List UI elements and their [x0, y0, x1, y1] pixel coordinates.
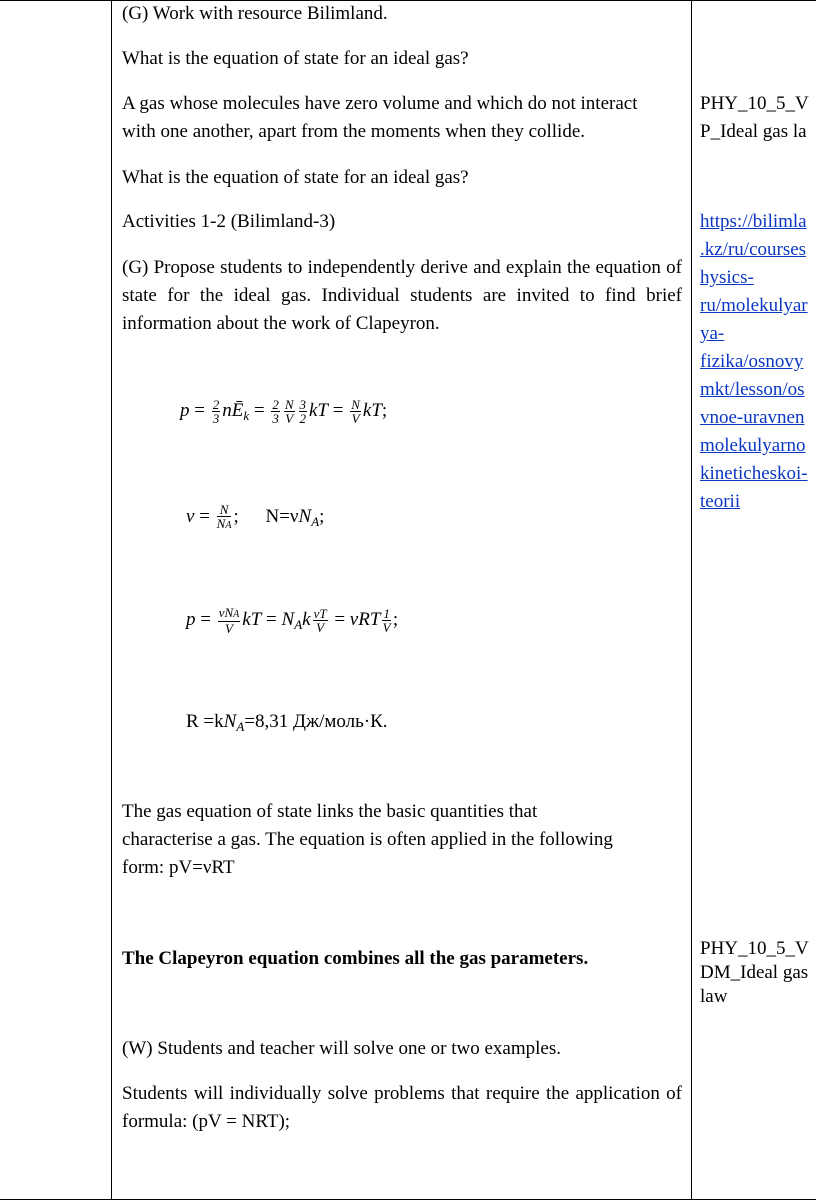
bilimland-link-part[interactable]: molekulyarno — [700, 435, 806, 456]
bilimland-link-part[interactable]: ya- — [700, 323, 725, 344]
bilimland-link-block — [700, 208, 816, 516]
para-equation-state-line1: The gas equation of state links the basic quantities that — [122, 801, 538, 822]
bilimland-link-part[interactable]: .kz/ru/courses — [700, 239, 807, 260]
para-activities: Activities 1-2 (Bilimland-3) — [122, 211, 336, 232]
column-divider-left — [111, 0, 112, 1200]
equation-pressure: p = $\frac{2}{3}$ $nĒ_k$ = $\frac{2}{3}$ $\frac{N}{V}$ $\frac{3}{2}$ kT = $\frac{N}{V}$ kT; — [180, 397, 388, 426]
para-propose: (G) Propose students to independently derive and explain the equation of state for the ideal gas. Individual students are invited to find brief information about the work of Clapeyron. — [122, 257, 682, 334]
equation-gas-constant: $R =kN_A=8,31$ Дж/моль·К. — [186, 711, 388, 734]
bilimland-link-part[interactable]: kineticheskoi- — [700, 463, 808, 484]
bilimland-link-part[interactable]: fizika/osnovy — [700, 351, 804, 372]
resource-ref-2: PHY_10_5_V DM_Ideal gas law — [700, 938, 809, 1007]
bilimland-link-part[interactable]: ru/molekulyar — [700, 295, 808, 316]
para-work-with-resource: (G) Work with resource Bilimland. — [122, 3, 388, 24]
para-definition-line1: A gas whose molecules have zero volume and which do not interact — [122, 93, 638, 114]
para-equation-state-line3: form: pV=νRT — [122, 857, 235, 878]
para-solve-examples: (W) Students and teacher will solve one or two examples. — [122, 1038, 561, 1059]
bilimland-link-part[interactable]: vnoe-uravnen — [700, 407, 805, 428]
equation-pressure-nrt: p = $\frac{\text{νNA}}{V}$ kT = $N_Ak$ $\frac{\nu T}{V}$ = νRT $\frac{1}{V}$ ; — [186, 605, 399, 636]
table-bottom-border — [0, 1199, 816, 1200]
para-equation-state-line2: characterise a gas. The equation is often applied in the following — [122, 829, 613, 850]
column-divider-right — [691, 0, 692, 1200]
resource-ref-1: PHY_10_5_V P_Ideal gas la — [700, 93, 809, 142]
para-definition-line2: with one another, apart from the moments when they collide. — [122, 121, 586, 142]
bilimland-link-part[interactable]: mkt/lesson/os — [700, 379, 805, 400]
para-question-1: What is the equation of state for an ideal gas? — [122, 48, 469, 69]
para-individual-problems: Students will individually solve problems that require the application of formula: (pV = NRT); — [122, 1083, 682, 1132]
bilimland-link-part[interactable]: hysics- — [700, 267, 754, 288]
bilimland-link[interactable]: https://bilimla — [700, 211, 807, 232]
bilimland-link-part[interactable]: teorii — [700, 491, 741, 512]
equation-amount: ν = $\frac{N}{NA}$ ; $N=\nu N_A$; — [186, 502, 325, 531]
para-clapeyron-bold: The Clapeyron equation combines all the gas parameters. — [122, 948, 589, 969]
para-question-2: What is the equation of state for an ideal gas? — [122, 167, 469, 188]
